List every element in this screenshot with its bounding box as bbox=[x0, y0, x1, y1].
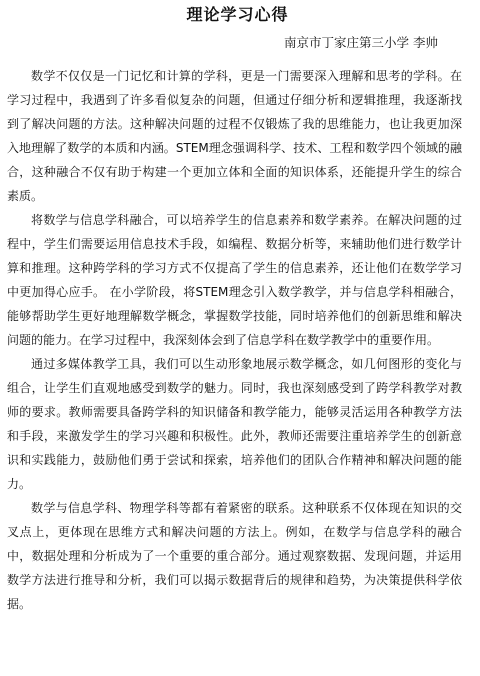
paragraph-1: 数学不仅仅是一门记忆和计算的学科，更是一门需要深入理解和思考的学科。在学习过程中，我遇到了许多看似复杂的问题，但通过仔细分析和逻辑推理，我逐渐找到了解决问题的方法。这种解决问题的过程不仅锻炼了我的思维能力，也让我更加深入地理解了数学的本质和内涵。STEM理念强调科学、技术、工程和数学四个领域的融合，这种融合不仅有助于构建一个更加立体和全面的知识体系，还能提升学生的综合素质。 bbox=[7, 69, 462, 203]
document-author: 南京市丁家庄第三小学 李帅 bbox=[284, 35, 438, 50]
paragraph-3: 通过多媒体教学工具，我们可以生动形象地展示数学概念，如几何图形的变化与组合，让学生们直观地感受到数学的魅力。同时，我也深刻感受到了跨学科教学对教师的要求。教师需要具备跨学科的知识储备和教学能力，能够灵活运用各种教学方法和手段，来激发学生的学习兴趣和积极性。此外，教师还需要注重培养学生的创新意识和实践能力，鼓励他们勇于尝试和探索，培养他们的团队合作精神和解决问题的能力。 bbox=[7, 357, 462, 491]
document-title: 理论学习心得 bbox=[186, 5, 289, 24]
paragraph-2: 将数学与信息学科融合，可以培养学生的信息素养和数学素养。在解决问题的过程中，学生们需要运用信息技术手段，如编程、数据分析等，来辅助他们进行数学计算和推理。这种跨学科的学习方式不仅提高了学生的信息素养，还让他们在数学学习中更加得心应手。 在小学阶段，将STEM理念引入数学教学，并与信息学科相融合，能够帮助学生更好地理解数学概念，掌握数学技能，同时培养他们的创新思维和解决问题的能力。在学习过程中，我深刻体会到了信息学科在数学教学中的重要作用。 bbox=[7, 213, 462, 347]
paragraph-4: 数学与信息学科、物理学科等都有着紧密的联系。这种联系不仅体现在知识的交叉点上，更体现在思维方式和解决问题的方法上。例如，在数学与信息学科的融合中，数据处理和分析成为了一个重要的重合部分。通过观察数据、发现问题，并运用数学方法进行推导和分析，我们可以揭示数据背后的规律和趋势，为决策提供科学依据。 bbox=[7, 501, 462, 611]
